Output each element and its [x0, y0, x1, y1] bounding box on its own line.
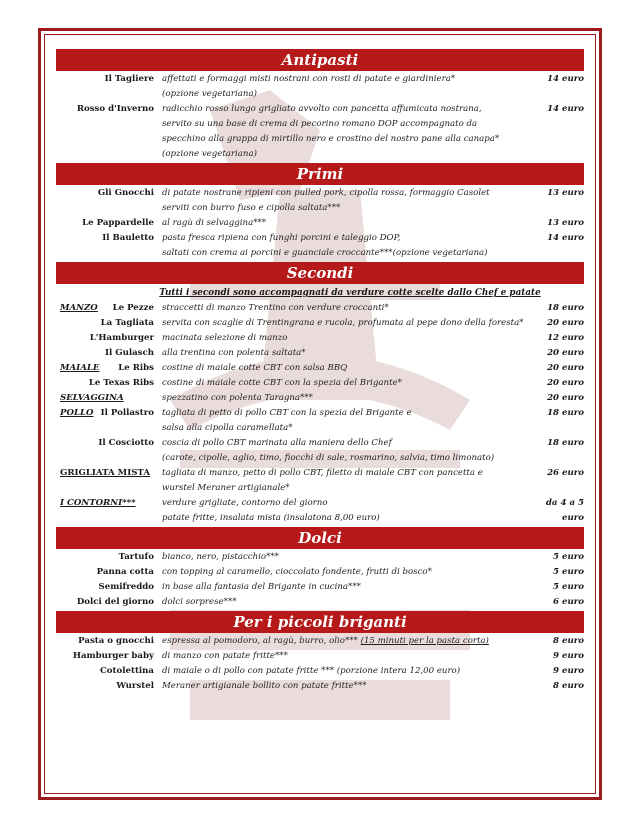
- item-price: 12 euro: [547, 333, 584, 343]
- item-name: Panna cotta: [96, 567, 154, 577]
- item-description: servita con scaglie di Trentingrana e rucola, profumata al pepe dono della foresta*: [162, 318, 524, 328]
- item-description: di manzo con patate fritte***: [162, 651, 288, 661]
- menu-item: [56, 186, 584, 216]
- item-description: tagliata di manzo, petto di pollo CBT, filetto di maiale CBT con pancetta e wurstel Meraner artigianale*: [162, 468, 483, 493]
- item-description: costine di maiale cotte CBT con la spezia del Brigante*: [162, 378, 402, 388]
- item-category: MAIALE: [60, 363, 100, 373]
- item-name: Dolci del giorno: [76, 597, 154, 607]
- menu-item: [56, 496, 584, 526]
- item-description: spezzatino con polenta Taragna***: [162, 393, 313, 403]
- item-name: Pasta o gnocchi: [78, 636, 154, 646]
- item-name: [56, 466, 162, 496]
- menu-item: [56, 301, 584, 316]
- item-description: tagliata di petto di pollo CBT con la spezia del Brigante e salsa alla cipolla caramellata*: [162, 408, 412, 433]
- item-name: [56, 496, 162, 526]
- section-title-dolci: Dolci: [56, 527, 584, 549]
- item-name: MAIALE Le Ribs: [56, 361, 162, 376]
- item-name: Le Texas Ribs: [88, 378, 154, 388]
- item-name: Gli Gnocchi: [97, 188, 154, 198]
- item-price: 5 euro: [553, 582, 584, 592]
- item-price: 14 euro: [547, 233, 584, 243]
- item-price: 6 euro: [553, 597, 584, 607]
- menu-item: [56, 664, 584, 679]
- menu-item: [56, 216, 584, 231]
- item-category: I CONTORNI***: [60, 498, 136, 508]
- menu-item: [56, 406, 584, 436]
- item-description: verdure grigliate, contorno del giorno patate fritte, insalata mista (insalatona 8,00 euro): [162, 498, 380, 523]
- item-description: coscia di pollo CBT marinata alla maniera dello Chef (carote, cipolle, aglio, timo, fiocchi di sale, rosmarino, salvia, timo limonato): [162, 438, 495, 463]
- item-price: 13 euro: [547, 188, 584, 198]
- item-category: SELVAGGINA: [60, 393, 124, 403]
- menu-item: [56, 391, 584, 406]
- item-category: GRIGLIATA MISTA: [60, 468, 151, 478]
- item-description: costine di maiale cotte CBT con salsa BBQ: [162, 363, 348, 373]
- item-category: MANZO: [60, 303, 98, 313]
- item-name: La Tagliata: [100, 318, 154, 328]
- menu-item: [56, 231, 584, 261]
- item-description: espressa al pomodoro, al ragù, burro, olio*** (15 minuti per la pasta corta): [162, 636, 489, 646]
- item-price: 13 euro: [547, 218, 584, 228]
- item-price: 5 euro: [553, 567, 584, 577]
- item-name: L'Hamburger: [89, 333, 154, 343]
- item-price: 18 euro: [547, 408, 584, 418]
- item-price: 5 euro: [553, 552, 584, 562]
- item-name: MANZO Le Pezze: [56, 301, 162, 316]
- item-name: Wurstel: [116, 681, 154, 691]
- item-price: 8 euro: [553, 636, 584, 646]
- item-description: di maiale o di pollo con patate fritte *** (porzione intera 12,00 euro): [162, 666, 461, 676]
- item-price: 14 euro: [547, 104, 584, 114]
- menu-item: [56, 634, 584, 649]
- menu-item: [56, 565, 584, 580]
- menu-item: [56, 361, 584, 376]
- item-note: (15 minuti per la pasta corta): [360, 636, 489, 646]
- secondi-note: Tutti i secondi sono accompagnati da verdure cotte scelte dallo Chef e patate: [159, 288, 541, 298]
- item-description: affettati e formaggi misti nostrani con rosti di patate e giardiniera* (opzione vegetariana): [162, 74, 456, 99]
- item-name: Il Tagliere: [104, 74, 154, 84]
- item-description: alla trentina con polenta saltata*: [162, 348, 306, 358]
- item-price: 14 euro: [547, 74, 584, 84]
- item-description: al ragù di selvaggina***: [162, 218, 267, 228]
- item-price: 9 euro: [553, 666, 584, 676]
- item-price: 20 euro: [547, 393, 584, 403]
- item-name: Il Bauletto: [102, 233, 154, 243]
- item-name: Hamburger baby: [72, 651, 154, 661]
- menu-item: [56, 436, 584, 466]
- menu-item: [56, 72, 584, 102]
- item-description: in base alla fantasia del Brigante in cucina***: [162, 582, 361, 592]
- section-title-secondi: Secondi: [56, 262, 584, 284]
- item-description: radicchio rosso lungo grigliato avvolto con pancetta affumicata nostrana, servito su una base di crema di pecorino romano DOP accompagnato da specchino alla grappa di mirtillo nero e crostino del nostro pane alla canapa* (opzione vegetariana): [162, 104, 500, 159]
- item-price: 20 euro: [547, 378, 584, 388]
- item-category: POLLO: [60, 408, 94, 418]
- item-description: Meraner artigianale bollito con patate fritte***: [162, 681, 367, 691]
- item-name: Le Pappardelle: [82, 218, 154, 228]
- item-description: macinata selezione di manzo: [162, 333, 288, 343]
- item-description: pasta fresca ripiena con funghi porcini e taleggio DOP, saltati con crema ai porcini e guanciale croccante***(opzione vegetariana): [162, 233, 488, 258]
- menu-item: [56, 466, 584, 496]
- menu-item: [56, 102, 584, 162]
- item-description: di patate nostrane ripieni con pulled pork, cipolla rossa, formaggio Casolet serviti con burro fuso e cipolla saltata***: [162, 188, 490, 213]
- item-name: Tartufo: [118, 552, 154, 562]
- menu-item: [56, 316, 584, 331]
- item-name: Il Gulasch: [104, 348, 154, 358]
- item-description: con topping al caramello, cioccolato fondente, frutti di bosco*: [162, 567, 432, 577]
- section-title-primi: Primi: [56, 163, 584, 185]
- menu-item: [56, 679, 584, 694]
- item-price: 18 euro: [547, 438, 584, 448]
- item-name: Il Cosciotto: [98, 438, 154, 448]
- item-price: 26 euro: [547, 468, 584, 478]
- menu-item: [56, 376, 584, 391]
- menu-content: [56, 48, 584, 694]
- item-description: dolci sorprese***: [162, 597, 237, 607]
- item-price: 9 euro: [553, 651, 584, 661]
- menu-item: [56, 331, 584, 346]
- item-price: da 4 a 5 euro: [545, 498, 584, 523]
- item-price: 20 euro: [547, 363, 584, 373]
- menu-item: [56, 649, 584, 664]
- item-price: 18 euro: [547, 303, 584, 313]
- item-price: 8 euro: [553, 681, 584, 691]
- menu-item: [56, 550, 584, 565]
- item-name: Semifreddo: [98, 582, 154, 592]
- item-description: bianco, nero, pistacchio***: [162, 552, 279, 562]
- item-name: [56, 391, 162, 406]
- section-title-antipasti: Antipasti: [56, 49, 584, 71]
- item-name: Cotolettina: [99, 666, 154, 676]
- item-price: 20 euro: [547, 318, 584, 328]
- menu-item: [56, 595, 584, 610]
- item-description: straccetti di manzo Trentino con verdure croccanti*: [162, 303, 389, 313]
- menu-item: [56, 580, 584, 595]
- item-name: POLLO Il Pollastro: [56, 406, 162, 436]
- item-name: Rosso d'Inverno: [76, 104, 154, 114]
- section-title-piccoli: Per i piccoli briganti: [56, 611, 584, 633]
- menu-item: [56, 346, 584, 361]
- item-price: 20 euro: [547, 348, 584, 358]
